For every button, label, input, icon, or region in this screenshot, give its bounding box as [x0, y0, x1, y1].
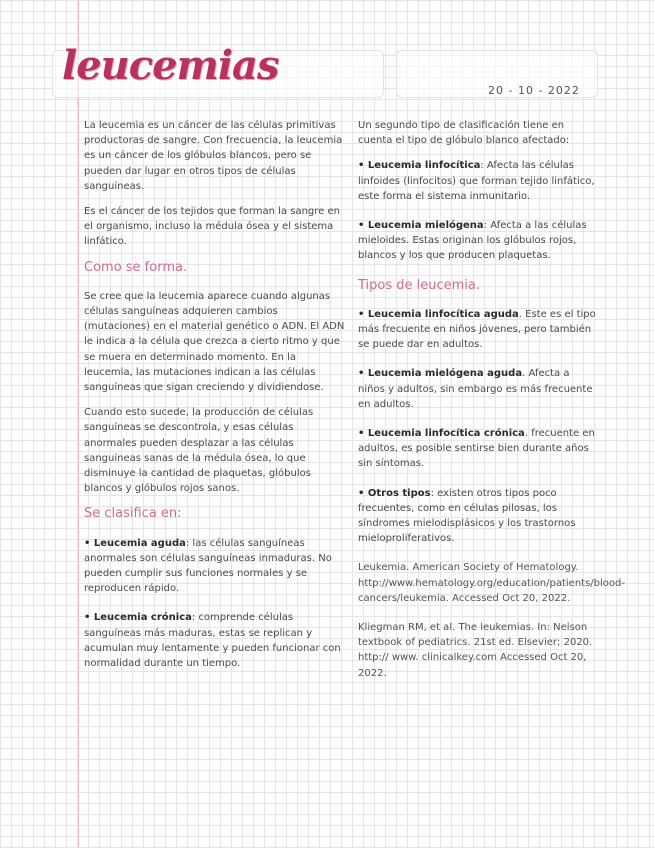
item-text: : Afecta las células linfoides (linfocitos) que forman tejido linfático, este forma el sistema inmunitario. [358, 160, 595, 202]
item-text: . Este es el tipo más frecuente en niños jóvenes, pero también se puede dar en adultos. [358, 308, 596, 351]
heading-se-clasifica: Se clasifica en: [84, 506, 182, 522]
reference: Kliegman RM, et al. The leukemias. In: Nelson textbook of pediatrics. 21st ed. Elsevier; 2020. http:// www. clinicalkey.com Accessed Oct 20, 2022. [358, 622, 593, 679]
intro-paragraph-2: Es el cáncer de los tejidos que forman la sangre en el organismo, incluso la médula ósea y el sistema linfático. [84, 206, 340, 248]
reference: Leukemia. American Society of Hematology. http://www.hematology.org/education/patients/blood-cancers/leukemia. Accessed Oct 20, 2022. [358, 562, 625, 604]
list-item [358, 218, 598, 264]
item-term: • Otros tipos [358, 487, 431, 499]
item-term: • Leucemia linfocítica crónica [358, 428, 525, 440]
list-item [358, 307, 598, 353]
right-column [358, 118, 625, 695]
item-term: • Leucemia aguda [84, 537, 186, 549]
item-term: • Leucemia mielógena [358, 220, 484, 232]
left-column [84, 118, 346, 685]
item-text: : las células sanguíneas anormales son células sanguíneas inmaduras. No pueden cumplir sus funciones normales y se reproducen rápido. [84, 537, 332, 595]
item-text: . frecuente en adultos, es posible sentirse bien durante años sin síntomas. [358, 428, 595, 470]
heading-como-se-forma: Como se forma. [84, 259, 188, 275]
margin-line [78, 0, 79, 848]
list-item [84, 536, 346, 597]
heading-tipos-de-leucemia: Tipos de leucemia. [358, 277, 481, 293]
intro-paragraph-1: La leucemia es un cáncer de las células primitivas productoras de sangre. Con frecuencia, la leucemia es un cáncer de los glóbulos blancos, pero se pueden dar lugar en otros tipos de células sanguíneas. [84, 120, 343, 192]
item-text: : Afecta a las células mieloides. Estas originan los glóbulos rojos, blancos y los que producen plaquetas. [358, 220, 587, 262]
item-text: : existen otros tipos poco frecuentes, como en células pilosas, los síndromes mielodisplásicos y los trastornos mieloproliferativos. [358, 487, 576, 545]
forma-paragraph-1: Se cree que la leucemia aparece cuando algunas células sanguíneas adquieren cambios (mutaciones) en el material genético o ADN. El ADN le indica a la célula que crezca a cierto ritmo y que se muera en determinado momento. En la leucemia, las mutaciones indican a las células sanguíneas que sigan creciendo y dividiendose. [84, 290, 345, 394]
forma-paragraph-2: Cuando esto sucede, la producción de células sanguíneas se descontrola, y esas células anormales pueden desplazar a las células sanguíneas sanas de la médula ósea, lo que disminuye la cantidad de plaquetas, glóbulos blancos y glóbulos rojos sanos. [84, 407, 314, 495]
list-item [84, 610, 346, 671]
item-text: : comprende células sanguíneas más maduras, estas se replican y acumulan muy lentamente y pueden funcionar con normalidad durante un tiempo. [84, 612, 341, 670]
list-item [358, 426, 598, 472]
item-text: . Afecta a niños y adultos, sin embargo es más frecuente en adultos. [358, 368, 593, 410]
item-term: • Leucemia linfocítica aguda [358, 308, 519, 320]
list-item [358, 158, 598, 204]
page-title: leucemias [62, 42, 279, 89]
list-item [358, 366, 598, 412]
page-date: 20 - 10 - 2022 [488, 84, 580, 97]
item-term: • Leucemia mielógena aguda [358, 368, 523, 380]
item-term: • Leucemia linfocítica [358, 160, 481, 172]
classification-intro: Un segundo tipo de clasificación tiene en cuenta el tipo de glóbulo blanco afectado: [358, 120, 570, 147]
list-item [358, 486, 598, 547]
item-term: • Leucemia crónica [84, 612, 192, 624]
